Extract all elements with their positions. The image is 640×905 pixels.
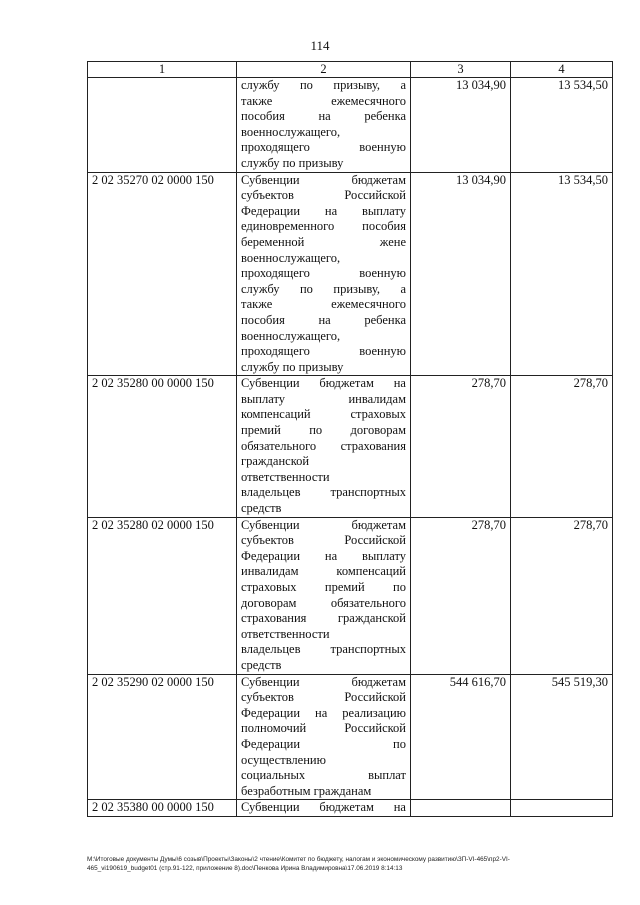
- footer-line-1: М:\Итоговые документы Думы\6 созыв\Проекты\Законы\2 чтение\Комитет по бюджету, налогам и экономическому развитию\ЗП-VI-465\пр2-VI-: [87, 856, 510, 863]
- description-line: осуществлению: [241, 752, 326, 767]
- description-line: гражданской: [241, 454, 310, 469]
- budget-code-cell: [88, 78, 237, 173]
- description-line: также ежемесячного: [241, 297, 406, 312]
- description-line: Субвенции бюджетам на: [241, 376, 406, 391]
- description-line: безработным гражданам: [241, 783, 372, 798]
- amount-column-3-cell: 13 034,90: [411, 78, 511, 173]
- description-line: военнослужащего,: [241, 124, 341, 139]
- table-header-row: [88, 62, 613, 78]
- budget-code-cell: 2 02 35380 00 0000 150: [88, 800, 237, 817]
- table-row: [88, 78, 613, 173]
- description-line: субъектов Российской: [241, 533, 406, 548]
- description-line: полномочий Российской: [241, 721, 406, 736]
- description-cell: [237, 376, 411, 517]
- table-row: [88, 674, 613, 800]
- amount-column-3-cell: 544 616,70: [411, 674, 511, 800]
- amount-column-3-cell: [411, 800, 511, 817]
- description-line: Субвенции бюджетам: [241, 517, 406, 532]
- description-line: ответственности: [241, 626, 330, 641]
- description-cell: [237, 800, 411, 817]
- description-line: субъектов Российской: [241, 188, 406, 203]
- description-line: также ежемесячного: [241, 93, 406, 108]
- column-header-1: 1: [88, 62, 237, 78]
- description-line: владельцев транспортных: [241, 642, 406, 657]
- amount-column-3-cell: 13 034,90: [411, 172, 511, 376]
- description-line: средств: [241, 657, 282, 672]
- budget-code-cell: 2 02 35280 00 0000 150: [88, 376, 237, 517]
- description-line: службу по призыву: [241, 359, 344, 374]
- description-cell: [237, 78, 411, 173]
- description-line: ответственности: [241, 469, 330, 484]
- budget-code-cell: 2 02 35280 02 0000 150: [88, 517, 237, 674]
- description-line: социальных выплат: [241, 768, 406, 783]
- description-line: обязательного страхования: [241, 438, 406, 453]
- footer-line-2: 465_vi190619_budget01 (стр.91-122, приложение 8).doc\Пенкова Ирина Владимировна\17.06.2019 8:14:13: [87, 865, 403, 872]
- description-line: Федерации на выплату: [241, 548, 406, 563]
- description-line: проходящего военную: [241, 344, 406, 359]
- page-number: 114: [310, 38, 330, 53]
- column-header-3: 3: [411, 62, 511, 78]
- column-header-2: 2: [237, 62, 411, 78]
- description-line: владельцев транспортных: [241, 485, 406, 500]
- description-line: Субвенции бюджетам: [241, 674, 406, 689]
- budget-table: [87, 61, 613, 817]
- description-line: Федерации на реализацию: [241, 705, 406, 720]
- description-line: беременной жене: [241, 234, 406, 249]
- description-line: страхования гражданской: [241, 611, 406, 626]
- amount-column-4-cell: 13 534,50: [511, 78, 613, 173]
- description-line: инвалидам компенсаций: [241, 564, 406, 579]
- amount-column-4-cell: 545 519,30: [511, 674, 613, 800]
- amount-column-4-cell: [511, 800, 613, 817]
- description-line: субъектов Российской: [241, 690, 406, 705]
- description-line: единовременного пособия: [241, 219, 406, 234]
- description-line: компенсаций страховых: [241, 407, 406, 422]
- amount-column-4-cell: 278,70: [511, 517, 613, 674]
- amount-column-3-cell: 278,70: [411, 517, 511, 674]
- column-header-4: 4: [511, 62, 613, 78]
- table-row: [88, 517, 613, 674]
- description-line: Субвенции бюджетам: [241, 172, 406, 187]
- description-cell: [237, 674, 411, 800]
- description-line: пособия на ребенка: [241, 109, 406, 124]
- description-line: военнослужащего,: [241, 328, 341, 343]
- description-line: Федерации на выплату: [241, 203, 406, 218]
- table-row: [88, 800, 613, 817]
- description-line: службу по призыву, а: [241, 78, 406, 92]
- amount-column-3-cell: 278,70: [411, 376, 511, 517]
- budget-code-cell: 2 02 35270 02 0000 150: [88, 172, 237, 376]
- description-line: средств: [241, 501, 282, 516]
- description-line: выплату инвалидам: [241, 391, 406, 406]
- description-line: проходящего военную: [241, 266, 406, 281]
- table-row: [88, 376, 613, 517]
- description-line: страховых премий по: [241, 580, 406, 594]
- budget-code-cell: 2 02 35290 02 0000 150: [88, 674, 237, 800]
- description-line: договорам обязательного: [241, 595, 406, 610]
- amount-column-4-cell: 13 534,50: [511, 172, 613, 376]
- description-line: службу по призыву: [241, 155, 344, 170]
- description-line: пособия на ребенка: [241, 312, 406, 327]
- description-cell: [237, 172, 411, 376]
- table-row: [88, 172, 613, 376]
- description-line: Федерации по: [241, 736, 406, 751]
- file-path-footer: [87, 855, 612, 873]
- amount-column-4-cell: 278,70: [511, 376, 613, 517]
- description-line: Субвенции бюджетам на: [241, 800, 406, 815]
- description-line: военнослужащего,: [241, 250, 341, 265]
- description-line: службу по призыву, а: [241, 281, 406, 296]
- description-cell: [237, 517, 411, 674]
- description-line: проходящего военную: [241, 140, 406, 155]
- description-line: премий по договорам: [241, 423, 406, 438]
